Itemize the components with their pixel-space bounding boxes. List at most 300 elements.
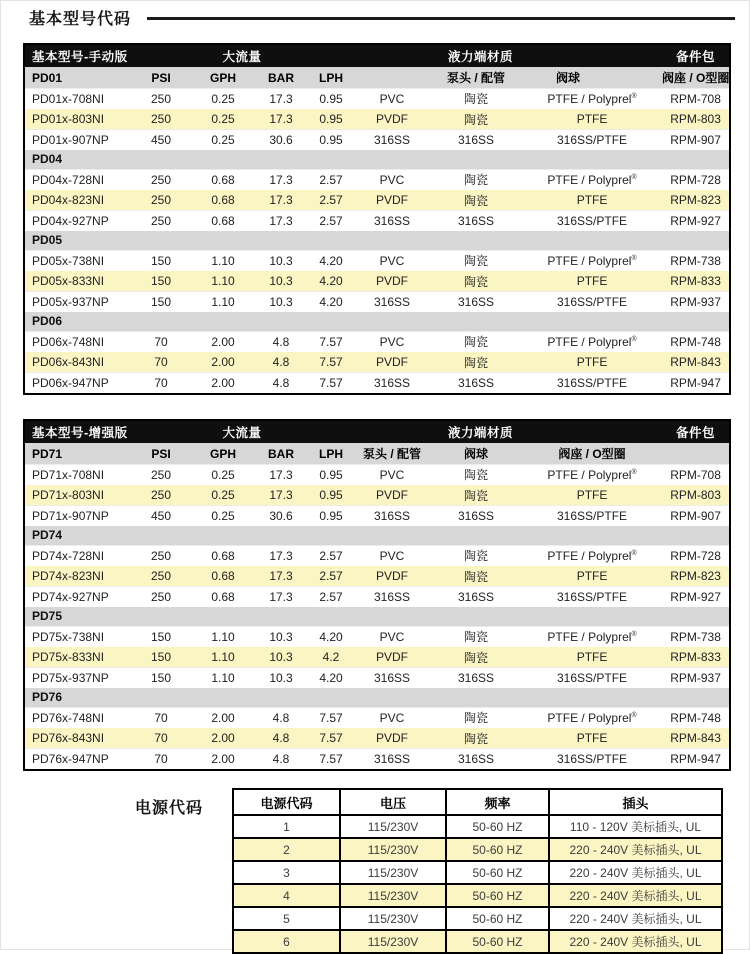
value-cell: 陶瓷: [430, 728, 522, 749]
value-cell: RPM-927: [662, 211, 730, 231]
plug-cell: 220 - 240V 美标插头, UL: [549, 861, 722, 884]
value-cell: 1.10: [192, 627, 254, 648]
section-row: [24, 688, 730, 708]
subheader-psi: PSI: [130, 443, 192, 465]
title-bar: [29, 6, 735, 29]
value-cell: 316SS: [430, 373, 522, 394]
value-cell: 316SS/PTFE: [522, 668, 662, 688]
value-cell: 4.8: [254, 728, 308, 749]
value-cell: PTFE / Polyprel®: [522, 170, 662, 191]
value-cell: 17.3: [254, 587, 308, 607]
value-cell: 70: [130, 749, 192, 770]
value-cell: 2.57: [308, 211, 354, 231]
value-cell: 316SS: [430, 749, 522, 770]
model-cell: PD06x-748NI: [24, 332, 130, 353]
value-cell: PTFE / Polyprel®: [522, 332, 662, 353]
voltage-cell: 115/230V: [340, 815, 446, 838]
value-cell: PVC: [354, 465, 430, 486]
value-cell: 陶瓷: [430, 170, 522, 191]
value-cell: RPM-803: [662, 109, 730, 130]
subheader-bar: BAR: [254, 67, 308, 89]
value-cell: PVC: [354, 89, 430, 110]
value-cell: RPM-708: [662, 89, 730, 110]
table-row: [24, 587, 730, 607]
power-row: [233, 907, 722, 930]
model-cell: PD06x-947NP: [24, 373, 130, 394]
value-cell: 17.3: [254, 89, 308, 110]
value-cell: 2.57: [308, 546, 354, 567]
plug-cell: 220 - 240V 美标插头, UL: [549, 884, 722, 907]
power-code-cell: 3: [233, 861, 340, 884]
value-cell: 150: [130, 647, 192, 668]
table-row: [24, 211, 730, 231]
table-row: [24, 89, 730, 110]
value-cell: 316SS/PTFE: [522, 292, 662, 312]
subheader-gph: GPH: [192, 443, 254, 465]
value-cell: PVDF: [354, 271, 430, 292]
table-row: [24, 708, 730, 729]
subheader-pump-head: 泵头 / 配管: [430, 67, 522, 89]
value-cell: 250: [130, 465, 192, 486]
section-label: PD76: [24, 688, 730, 708]
value-cell: 4.20: [308, 627, 354, 648]
frequency-cell: 50-60 HZ: [446, 930, 549, 953]
value-cell: RPM-748: [662, 332, 730, 353]
model-cell: PD76x-843NI: [24, 728, 130, 749]
frequency-cell: 50-60 HZ: [446, 884, 549, 907]
value-cell: 2.00: [192, 749, 254, 770]
value-cell: 316SS: [430, 506, 522, 526]
model-cell: PD01x-708NI: [24, 89, 130, 110]
value-cell: 陶瓷: [430, 465, 522, 486]
value-cell: 70: [130, 373, 192, 394]
subheader-psi: PSI: [130, 67, 192, 89]
value-cell: RPM-947: [662, 749, 730, 770]
value-cell: 7.57: [308, 749, 354, 770]
subheader-series: PD01: [24, 67, 130, 89]
value-cell: 0.68: [192, 211, 254, 231]
value-cell: 2.00: [192, 352, 254, 373]
value-cell: RPM-728: [662, 170, 730, 191]
value-cell: RPM-728: [662, 546, 730, 567]
subheader-gph: GPH: [192, 67, 254, 89]
value-cell: 7.57: [308, 352, 354, 373]
value-cell: 17.3: [254, 170, 308, 191]
value-cell: 316SS/PTFE: [522, 130, 662, 150]
model-cell: PD74x-823NI: [24, 566, 130, 587]
value-cell: 250: [130, 587, 192, 607]
value-cell: PTFE: [522, 271, 662, 292]
value-cell: 316SS: [354, 506, 430, 526]
value-cell: 17.3: [254, 485, 308, 506]
value-cell: 4.8: [254, 708, 308, 729]
value-cell: 陶瓷: [430, 89, 522, 110]
value-cell: 450: [130, 130, 192, 150]
value-cell: 316SS/PTFE: [522, 211, 662, 231]
table-row: [24, 332, 730, 353]
section-row: [24, 150, 730, 170]
value-cell: PVDF: [354, 352, 430, 373]
value-cell: 陶瓷: [430, 566, 522, 587]
value-cell: PTFE / Polyprel®: [522, 251, 662, 272]
value-cell: RPM-748: [662, 708, 730, 729]
value-cell: 17.3: [254, 566, 308, 587]
value-cell: 4.8: [254, 352, 308, 373]
value-cell: 7.57: [308, 728, 354, 749]
table-row: [24, 251, 730, 272]
value-cell: 17.3: [254, 190, 308, 211]
model-cell: PD76x-748NI: [24, 708, 130, 729]
section-row: [24, 312, 730, 332]
voltage-cell: 115/230V: [340, 884, 446, 907]
table-row: [24, 170, 730, 191]
value-cell: 4.8: [254, 332, 308, 353]
model-cell: PD04x-823NI: [24, 190, 130, 211]
value-cell: 2.00: [192, 728, 254, 749]
value-cell: 0.95: [308, 506, 354, 526]
value-cell: RPM-947: [662, 373, 730, 394]
model-cell: PD01x-803NI: [24, 109, 130, 130]
value-cell: 30.6: [254, 506, 308, 526]
value-cell: 10.3: [254, 292, 308, 312]
value-cell: 2.57: [308, 566, 354, 587]
subheader-pump-head: 泵头 / 配管: [354, 443, 430, 465]
value-cell: 2.00: [192, 332, 254, 353]
value-cell: 2.00: [192, 708, 254, 729]
power-row: [233, 838, 722, 861]
table-row: [24, 485, 730, 506]
value-cell: PTFE: [522, 109, 662, 130]
value-cell: 陶瓷: [430, 546, 522, 567]
power-header-plug: 插头: [549, 789, 722, 815]
registered-mark: ®: [631, 92, 637, 100]
value-cell: PTFE: [522, 485, 662, 506]
value-cell: 150: [130, 668, 192, 688]
section-label: PD06: [24, 312, 730, 332]
model-cell: PD04x-927NP: [24, 211, 130, 231]
table-row: [24, 647, 730, 668]
subheader-valve-ball: 阀球: [430, 443, 522, 465]
value-cell: RPM-833: [662, 647, 730, 668]
table-row: [24, 465, 730, 486]
value-cell: PTFE: [522, 566, 662, 587]
value-cell: RPM-937: [662, 292, 730, 312]
value-cell: 10.3: [254, 668, 308, 688]
subheader-blank: [354, 67, 430, 89]
table-row: [24, 130, 730, 150]
value-cell: 陶瓷: [430, 647, 522, 668]
value-cell: RPM-833: [662, 271, 730, 292]
voltage-cell: 115/230V: [340, 838, 446, 861]
value-cell: 陶瓷: [430, 332, 522, 353]
value-cell: RPM-927: [662, 587, 730, 607]
value-cell: RPM-907: [662, 506, 730, 526]
value-cell: 316SS: [430, 130, 522, 150]
subheader-series: PD71: [24, 443, 130, 465]
section-label: PD74: [24, 526, 730, 546]
value-cell: 450: [130, 506, 192, 526]
model-cell: PD76x-947NP: [24, 749, 130, 770]
frequency-cell: 50-60 HZ: [446, 861, 549, 884]
value-cell: RPM-738: [662, 251, 730, 272]
table-row: [24, 627, 730, 648]
section-row: [24, 231, 730, 251]
value-cell: 10.3: [254, 271, 308, 292]
value-cell: 0.68: [192, 587, 254, 607]
manual-models-table: [23, 43, 731, 395]
plug-cell: 220 - 240V 美标插头, UL: [549, 838, 722, 861]
section-row: [24, 607, 730, 627]
value-cell: 0.68: [192, 170, 254, 191]
value-cell: PVDF: [354, 190, 430, 211]
group-header-model: 基本型号-增强版: [24, 420, 130, 443]
frequency-cell: 50-60 HZ: [446, 907, 549, 930]
value-cell: 0.25: [192, 506, 254, 526]
value-cell: 150: [130, 627, 192, 648]
value-cell: RPM-823: [662, 190, 730, 211]
group-header-material: 液力端材质: [354, 44, 662, 67]
power-code-label: 电源代码: [135, 800, 204, 817]
value-cell: 17.3: [254, 109, 308, 130]
value-cell: 316SS: [430, 292, 522, 312]
value-cell: PTFE: [522, 352, 662, 373]
power-row: [233, 884, 722, 907]
value-cell: RPM-803: [662, 485, 730, 506]
value-cell: 150: [130, 271, 192, 292]
value-cell: 30.6: [254, 130, 308, 150]
model-cell: PD05x-833NI: [24, 271, 130, 292]
power-header-row: [233, 789, 722, 815]
power-code-section: [1, 787, 750, 947]
value-cell: 0.25: [192, 485, 254, 506]
section-row: [24, 526, 730, 546]
voltage-cell: 115/230V: [340, 930, 446, 953]
group-header-row: [24, 44, 730, 67]
model-cell: PD75x-738NI: [24, 627, 130, 648]
value-cell: RPM-823: [662, 566, 730, 587]
subheader-row: [24, 67, 730, 89]
subheader-row: [24, 443, 730, 465]
value-cell: 2.57: [308, 587, 354, 607]
value-cell: 316SS: [354, 211, 430, 231]
model-cell: PD71x-803NI: [24, 485, 130, 506]
value-cell: 10.3: [254, 627, 308, 648]
model-cell: PD74x-728NI: [24, 546, 130, 567]
value-cell: 0.95: [308, 485, 354, 506]
value-cell: 316SS/PTFE: [522, 587, 662, 607]
registered-mark: ®: [631, 254, 637, 262]
value-cell: 316SS: [430, 668, 522, 688]
value-cell: 70: [130, 352, 192, 373]
value-cell: 316SS: [354, 292, 430, 312]
value-cell: 17.3: [254, 211, 308, 231]
value-cell: 陶瓷: [430, 251, 522, 272]
value-cell: 250: [130, 190, 192, 211]
table-row: [24, 749, 730, 770]
value-cell: PTFE / Polyprel®: [522, 465, 662, 486]
value-cell: 70: [130, 708, 192, 729]
value-cell: PVC: [354, 546, 430, 567]
value-cell: 10.3: [254, 647, 308, 668]
power-code-cell: 6: [233, 930, 340, 953]
value-cell: 陶瓷: [430, 708, 522, 729]
subheader-blank: [662, 443, 730, 465]
value-cell: 1.10: [192, 668, 254, 688]
value-cell: RPM-907: [662, 130, 730, 150]
value-cell: 316SS/PTFE: [522, 373, 662, 394]
value-cell: 陶瓷: [430, 109, 522, 130]
value-cell: 4.20: [308, 271, 354, 292]
table-row: [24, 728, 730, 749]
power-row: [233, 861, 722, 884]
value-cell: 316SS: [354, 587, 430, 607]
value-cell: 0.68: [192, 190, 254, 211]
value-cell: 1.10: [192, 647, 254, 668]
plug-cell: 220 - 240V 美标插头, UL: [549, 907, 722, 930]
power-code-cell: 2: [233, 838, 340, 861]
frequency-cell: 50-60 HZ: [446, 838, 549, 861]
model-cell: PD75x-937NP: [24, 668, 130, 688]
group-header-kit: 备件包: [662, 44, 730, 67]
value-cell: 250: [130, 170, 192, 191]
value-cell: 1.10: [192, 251, 254, 272]
value-cell: PVC: [354, 170, 430, 191]
value-cell: 250: [130, 109, 192, 130]
value-cell: PTFE: [522, 647, 662, 668]
value-cell: PVDF: [354, 485, 430, 506]
value-cell: 17.3: [254, 546, 308, 567]
model-cell: PD71x-907NP: [24, 506, 130, 526]
power-header-code: 电源代码: [233, 789, 340, 815]
value-cell: PVDF: [354, 566, 430, 587]
value-cell: 2.57: [308, 170, 354, 191]
value-cell: PTFE / Polyprel®: [522, 89, 662, 110]
value-cell: PVC: [354, 251, 430, 272]
subheader-lph: LPH: [308, 67, 354, 89]
value-cell: PVDF: [354, 647, 430, 668]
value-cell: 250: [130, 89, 192, 110]
value-cell: 陶瓷: [430, 485, 522, 506]
value-cell: PVC: [354, 627, 430, 648]
subheader-lph: LPH: [308, 443, 354, 465]
value-cell: 250: [130, 546, 192, 567]
value-cell: PVC: [354, 708, 430, 729]
value-cell: RPM-738: [662, 627, 730, 648]
value-cell: 250: [130, 485, 192, 506]
value-cell: 316SS: [354, 668, 430, 688]
value-cell: 4.20: [308, 668, 354, 688]
registered-mark: ®: [631, 335, 637, 343]
value-cell: 70: [130, 728, 192, 749]
subheader-bar: BAR: [254, 443, 308, 465]
model-cell: PD06x-843NI: [24, 352, 130, 373]
value-cell: PTFE / Polyprel®: [522, 708, 662, 729]
value-cell: 316SS/PTFE: [522, 506, 662, 526]
table-row: [24, 668, 730, 688]
value-cell: 陶瓷: [430, 271, 522, 292]
model-cell: PD05x-937NP: [24, 292, 130, 312]
value-cell: PVDF: [354, 728, 430, 749]
value-cell: 0.25: [192, 109, 254, 130]
value-cell: RPM-708: [662, 465, 730, 486]
value-cell: 0.25: [192, 465, 254, 486]
registered-mark: ®: [631, 468, 637, 476]
registered-mark: ®: [631, 549, 637, 557]
value-cell: 7.57: [308, 332, 354, 353]
value-cell: 316SS: [430, 211, 522, 231]
group-header-flow: 大流量: [130, 420, 354, 443]
value-cell: PTFE / Polyprel®: [522, 627, 662, 648]
value-cell: 316SS: [354, 373, 430, 394]
table-row: [24, 506, 730, 526]
plug-cell: 110 - 120V 美标插头, UL: [549, 815, 722, 838]
value-cell: 0.95: [308, 465, 354, 486]
power-header-frequency: 频率: [446, 789, 549, 815]
value-cell: 1.10: [192, 292, 254, 312]
table-row: [24, 292, 730, 312]
power-code-cell: 5: [233, 907, 340, 930]
group-header-material: 液力端材质: [354, 420, 662, 443]
value-cell: 0.95: [308, 89, 354, 110]
value-cell: 2.00: [192, 373, 254, 394]
voltage-cell: 115/230V: [340, 907, 446, 930]
value-cell: 316SS/PTFE: [522, 749, 662, 770]
value-cell: 17.3: [254, 465, 308, 486]
model-cell: PD04x-728NI: [24, 170, 130, 191]
value-cell: 316SS: [354, 130, 430, 150]
value-cell: PTFE: [522, 728, 662, 749]
enhanced-models-table: [23, 419, 731, 771]
value-cell: 150: [130, 251, 192, 272]
plug-cell: 220 - 240V 美标插头, UL: [549, 930, 722, 953]
subheader-valve-seat: 阀座 / O型圈: [662, 67, 730, 89]
model-cell: PD75x-833NI: [24, 647, 130, 668]
value-cell: 250: [130, 566, 192, 587]
value-cell: RPM-843: [662, 728, 730, 749]
table-row: [24, 190, 730, 211]
value-cell: 316SS: [430, 587, 522, 607]
section-label: PD75: [24, 607, 730, 627]
section-label: PD05: [24, 231, 730, 251]
frequency-cell: 50-60 HZ: [446, 815, 549, 838]
subheader-valve-seat: 阀座 / O型圈: [522, 443, 662, 465]
table-row: [24, 271, 730, 292]
table-row: [24, 373, 730, 394]
model-cell: PD71x-708NI: [24, 465, 130, 486]
page-title: 基本型号代码: [29, 11, 132, 28]
value-cell: PTFE / Polyprel®: [522, 546, 662, 567]
value-cell: 2.57: [308, 190, 354, 211]
power-header-voltage: 电压: [340, 789, 446, 815]
power-code-table: [232, 788, 723, 954]
table-row: [24, 566, 730, 587]
voltage-cell: 115/230V: [340, 861, 446, 884]
value-cell: PTFE: [522, 190, 662, 211]
value-cell: 陶瓷: [430, 627, 522, 648]
power-code-cell: 4: [233, 884, 340, 907]
value-cell: RPM-937: [662, 668, 730, 688]
value-cell: 70: [130, 332, 192, 353]
value-cell: 0.95: [308, 130, 354, 150]
subheader-valve-ball: 阀球: [522, 67, 662, 89]
group-header-row: [24, 420, 730, 443]
value-cell: PVDF: [354, 109, 430, 130]
value-cell: 316SS: [354, 749, 430, 770]
value-cell: 250: [130, 211, 192, 231]
table-row: [24, 546, 730, 567]
value-cell: 4.8: [254, 749, 308, 770]
registered-mark: ®: [631, 173, 637, 181]
